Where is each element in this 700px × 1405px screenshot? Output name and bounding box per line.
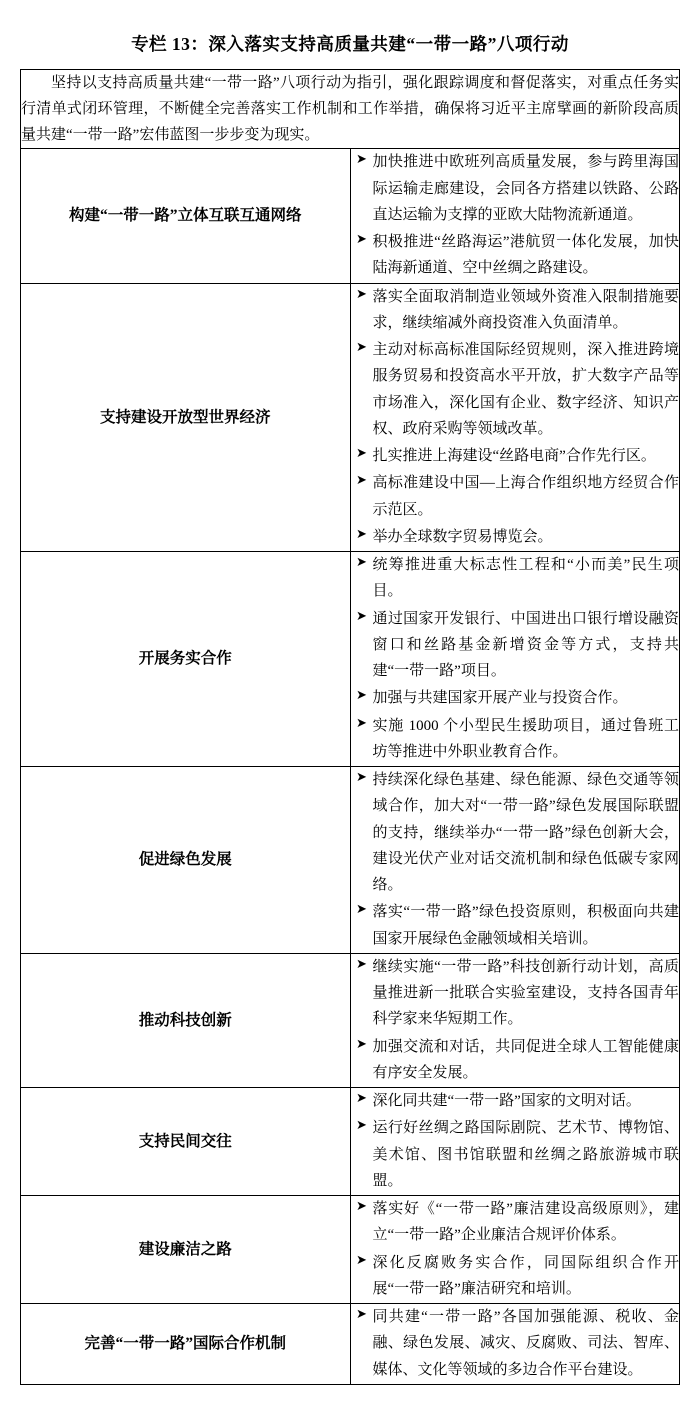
section-label: 支持建设开放型世界经济 bbox=[21, 283, 351, 552]
list-item-text: 扎实推进上海建设“丝路电商”合作先行区。 bbox=[372, 448, 656, 464]
hollow-arrow-bullet-icon: ➤ bbox=[356, 286, 367, 302]
item-list bbox=[351, 1196, 680, 1302]
table-row bbox=[21, 767, 680, 954]
list-item-text: 落实好《“一带一路”廉洁建设高级原则》，建立“一带一路”企业廉洁合规评价体系。 bbox=[372, 1201, 679, 1244]
table-row bbox=[21, 552, 680, 767]
list-item bbox=[351, 767, 680, 898]
list-item bbox=[351, 899, 680, 952]
hollow-arrow-bullet-icon: ➤ bbox=[356, 956, 367, 972]
list-item-text: 加快推进中欧班列高质量发展，参与跨里海国际运输走廊建设，会同各方搭建以铁路、公路直达运输为支撑的亚欧大陆物流新通道。 bbox=[372, 154, 679, 223]
item-list bbox=[351, 1088, 680, 1194]
item-list bbox=[351, 954, 680, 1086]
hollow-arrow-bullet-icon: ➤ bbox=[356, 1036, 367, 1052]
item-list bbox=[351, 767, 680, 952]
table-row bbox=[21, 283, 680, 552]
hollow-arrow-bullet-icon: ➤ bbox=[356, 526, 367, 542]
list-item bbox=[351, 606, 680, 685]
list-item-text: 主动对标高标准国际经贸规则，深入推进跨境服务贸易和投资高水平开放，扩大数字产品等市场准入，深化国有企业、数字经济、知识产权、政府采购等领域改革。 bbox=[372, 342, 679, 437]
section-items bbox=[350, 953, 680, 1087]
list-item bbox=[351, 149, 680, 228]
list-item-text: 实施 1000 个小型民生援助项目，通过鲁班工坊等推进中外职业教育合作。 bbox=[372, 717, 679, 760]
table-row bbox=[21, 1196, 680, 1304]
list-item-text: 统筹推进重大标志性工程和“小而美”民生项目。 bbox=[372, 557, 679, 600]
hollow-arrow-bullet-icon: ➤ bbox=[356, 152, 367, 168]
hollow-arrow-bullet-icon: ➤ bbox=[356, 446, 367, 461]
hollow-arrow-bullet-icon: ➤ bbox=[356, 715, 367, 731]
intro-paragraph: 坚持以支持高质量共建“一带一路”八项行动为指引，强化跟踪调度和督促落实，对重点任务实行清单式闭环管理，不断健全完善落实工作机制和工作举措，确保将习近平主席擘画的新阶段高质量共建“一带一路”宏伟蓝图一步步变为现实。 bbox=[21, 74, 679, 143]
section-label: 开展务实合作 bbox=[21, 552, 351, 767]
hollow-arrow-bullet-icon: ➤ bbox=[356, 232, 367, 247]
section-label: 完善“一带一路”国际合作机制 bbox=[21, 1304, 351, 1385]
list-item-text: 加强交流和对话，共同促进全球人工智能健康有序安全发展。 bbox=[372, 1038, 679, 1081]
list-item bbox=[351, 1196, 680, 1249]
table-row bbox=[21, 149, 680, 283]
list-item bbox=[351, 1034, 680, 1087]
item-list bbox=[351, 149, 680, 281]
list-item bbox=[351, 443, 680, 469]
list-item bbox=[351, 524, 680, 550]
list-item-text: 同共建“一带一路”各国加强能源、税收、金融、绿色发展、减灾、反腐败、司法、智库、媒体、文化等领域的多边合作平台建设。 bbox=[372, 1309, 679, 1378]
list-item-text: 继续实施“一带一路”科技创新行动计划，高质量推进新一批联合实验室建设，支持各国青年科学家来华短期工作。 bbox=[372, 958, 679, 1028]
hollow-arrow-bullet-icon: ➤ bbox=[356, 340, 367, 355]
list-item bbox=[351, 552, 680, 605]
list-item bbox=[351, 229, 680, 282]
section-label: 促进绿色发展 bbox=[21, 767, 351, 954]
table-body bbox=[21, 69, 680, 1384]
hollow-arrow-bullet-icon: ➤ bbox=[356, 555, 367, 570]
table-row bbox=[21, 953, 680, 1087]
item-list bbox=[351, 1304, 680, 1383]
section-label: 推动科技创新 bbox=[21, 953, 351, 1087]
table-row bbox=[21, 1088, 680, 1196]
list-item bbox=[351, 685, 680, 711]
section-items bbox=[350, 767, 680, 954]
list-item-text: 加强与共建国家开展产业与投资合作。 bbox=[372, 690, 628, 707]
hollow-arrow-bullet-icon: ➤ bbox=[356, 1252, 367, 1268]
list-item-text: 深化同共建“一带一路”国家的文明对话。 bbox=[372, 1093, 641, 1109]
section-items bbox=[350, 1304, 680, 1385]
intro-cell bbox=[21, 69, 680, 149]
list-item bbox=[351, 470, 680, 523]
list-item-text: 通过国家开发银行、中国进出口银行增设融资窗口和丝路基金新增资金等方式，支持共建“一带一路”项目。 bbox=[372, 610, 679, 679]
hollow-arrow-bullet-icon: ➤ bbox=[356, 608, 367, 624]
section-items bbox=[350, 149, 680, 283]
section-label: 建设廉洁之路 bbox=[21, 1196, 351, 1304]
hollow-arrow-bullet-icon: ➤ bbox=[356, 1091, 367, 1106]
item-list bbox=[351, 552, 680, 765]
list-item bbox=[351, 284, 680, 337]
list-item bbox=[351, 1088, 680, 1114]
page-title: 专栏 13：深入落实支持高质量共建“一带一路”八项行动 bbox=[131, 34, 569, 54]
hollow-arrow-bullet-icon: ➤ bbox=[356, 770, 367, 785]
list-item bbox=[351, 337, 680, 442]
feature-box-table bbox=[20, 69, 680, 1385]
list-item bbox=[351, 1304, 680, 1383]
section-items bbox=[350, 283, 680, 552]
list-item-text: 持续深化绿色基建、绿色能源、绿色交通等领域合作，加大对“一带一路”绿色发展国际联盟的支持，继续举办“一带一路”绿色创新大会，建设光伏产业对话交流机制和绿色低碳专家网络。 bbox=[372, 772, 679, 893]
hollow-arrow-bullet-icon: ➤ bbox=[356, 688, 367, 704]
table-row bbox=[21, 1304, 680, 1385]
item-list bbox=[351, 284, 680, 551]
table-row-intro bbox=[21, 69, 680, 149]
list-item bbox=[351, 954, 680, 1033]
section-items bbox=[350, 552, 680, 767]
list-item bbox=[351, 713, 680, 766]
hollow-arrow-bullet-icon: ➤ bbox=[356, 1118, 367, 1134]
list-item-text: 运行好丝绸之路国际剧院、艺术节、博物馆、美术馆、图书馆联盟和丝绸之路旅游城市联盟。 bbox=[372, 1120, 679, 1189]
hollow-arrow-bullet-icon: ➤ bbox=[356, 1307, 367, 1322]
list-item-text: 落实全面取消制造业领域外资准入限制措施要求，继续缩减外商投资准入负面清单。 bbox=[372, 288, 679, 331]
list-item-text: 高标准建设中国—上海合作组织地方经贸合作示范区。 bbox=[372, 475, 679, 518]
section-items bbox=[350, 1088, 680, 1196]
list-item-text: 举办全球数字贸易博览会。 bbox=[372, 528, 553, 545]
list-item bbox=[351, 1115, 680, 1194]
list-item-text: 落实“一带一路”绿色投资原则，积极面向共建国家开展绿色金融领域相关培训。 bbox=[372, 904, 679, 947]
list-item bbox=[351, 1250, 680, 1303]
hollow-arrow-bullet-icon: ➤ bbox=[356, 473, 367, 489]
section-label: 构建“一带一路”立体互联互通网络 bbox=[21, 149, 351, 283]
list-item-text: 深化反腐败务实合作，同国际组织合作开展“一带一路”廉洁研究和培训。 bbox=[372, 1254, 679, 1297]
list-item-text: 积极推进“丝路海运”港航贸一体化发展，加快陆海新通道、空中丝绸之路建设。 bbox=[372, 234, 679, 277]
hollow-arrow-bullet-icon: ➤ bbox=[356, 902, 367, 918]
section-items bbox=[350, 1196, 680, 1304]
hollow-arrow-bullet-icon: ➤ bbox=[356, 1199, 367, 1214]
section-label: 支持民间交往 bbox=[21, 1088, 351, 1196]
